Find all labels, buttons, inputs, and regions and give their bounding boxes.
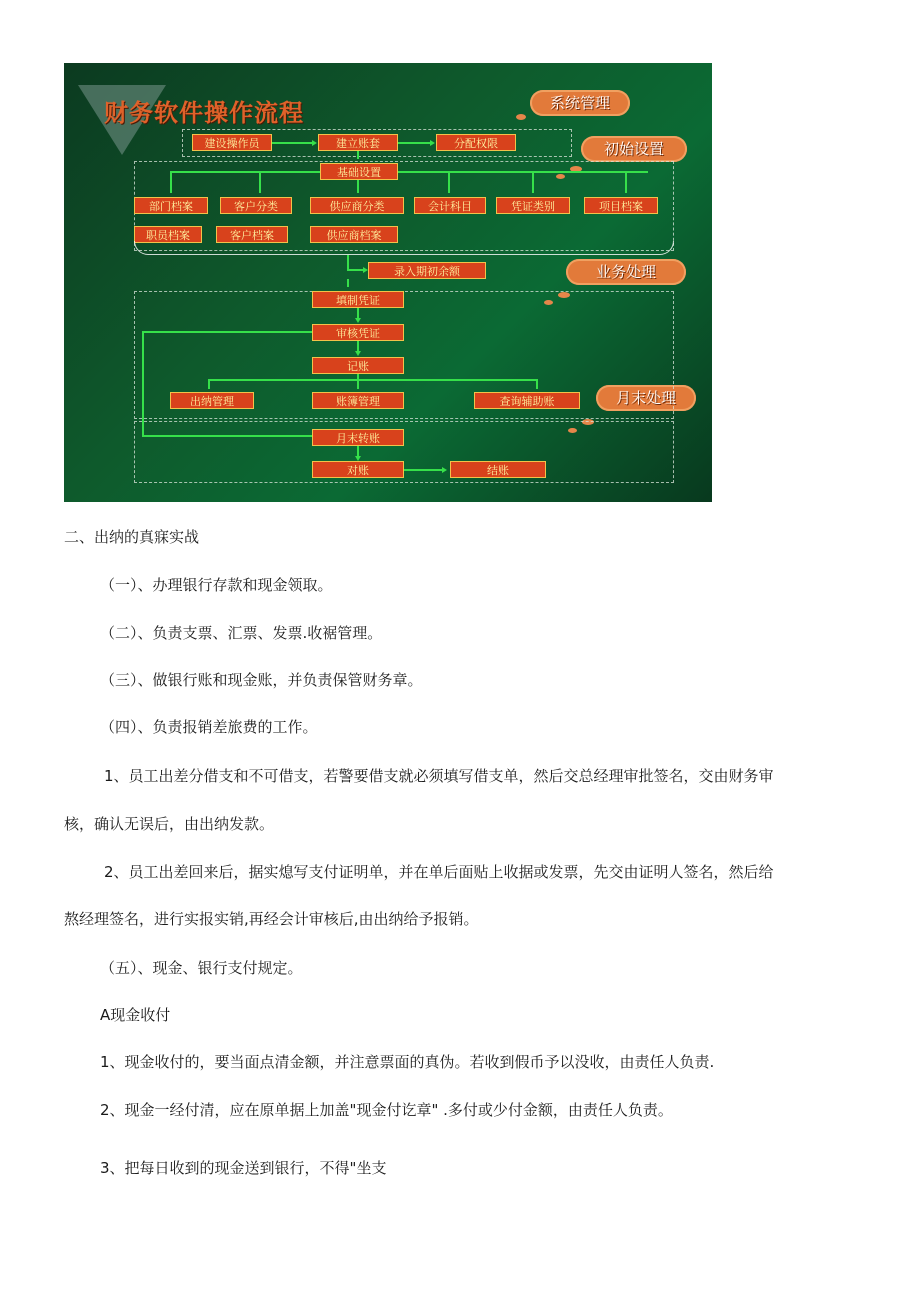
cloud-month-end: 月末处理: [596, 385, 696, 411]
connector-line: [259, 171, 261, 193]
box-ledger-management: 账簿管理: [312, 392, 404, 409]
rule-line: 2、现金一经付清，应在原单据上加盖"现金付讫章" .多付或少付金额，由责任人负责。: [100, 1101, 673, 1119]
box-staff-archive: 职员档案: [134, 226, 202, 243]
arrow-line: [357, 151, 359, 159]
box-create-operator: 建设操作员: [192, 134, 272, 151]
arrow-line: [398, 142, 430, 144]
list-item: （五）、现金、银行支付规定。: [100, 959, 303, 977]
connector-line: [448, 171, 450, 193]
paragraph-line: 熬经理签名，进行实报实销,再经会计审核后,由出纳给予报销。: [64, 910, 479, 928]
arrow-line: [347, 269, 363, 271]
box-supplier-category: 供应商分类: [310, 197, 404, 214]
rule-line: 3、把每日收到的现金送到银行，不得"坐支: [100, 1159, 387, 1177]
box-create-account: 建立账套: [318, 134, 398, 151]
box-supplier-archive: 供应商档案: [310, 226, 398, 243]
box-reconcile: 对账: [312, 461, 404, 478]
connector-line: [532, 171, 534, 193]
paragraph-line: 1、员工出差分借支和不可借支，若警要借支就必须填写借支单，然后交总经理审批签名，交由财务审: [104, 767, 774, 785]
box-customer-category: 客户分类: [220, 197, 292, 214]
arrow-line: [357, 446, 359, 456]
connector-line: [625, 171, 627, 193]
arrow-head: [430, 140, 435, 146]
flowchart-image: [64, 63, 712, 502]
arrow-line: [357, 341, 359, 351]
box-cashier-management: 出纳管理: [170, 392, 254, 409]
list-item: （一）、办理银行存款和现金领取。: [100, 576, 333, 594]
arrow-head: [355, 318, 361, 323]
cloud-puff: [516, 114, 526, 120]
list-item: （二）、负责支票、汇票、发票.收裾管理。: [100, 624, 383, 642]
box-customer-archive: 客户档案: [216, 226, 288, 243]
cloud-business-processing: 业务处理: [566, 259, 686, 285]
cloud-system-management: 系统管理: [530, 90, 630, 116]
box-fill-voucher: 填制凭证: [312, 291, 404, 308]
arrow-line: [272, 142, 312, 144]
connector-line: [536, 379, 538, 389]
connector-line: [208, 379, 210, 389]
brace-line: [134, 241, 674, 255]
connector-line: [208, 379, 538, 381]
arrow-line: [404, 469, 442, 471]
arrow-line: [347, 255, 349, 269]
paragraph-line: 核，确认无误后，由出纳发款。: [64, 815, 275, 833]
box-auxiliary-ledger-query: 查询辅助账: [474, 392, 580, 409]
arrow-head: [355, 351, 361, 356]
arrow-head: [312, 140, 317, 146]
arrow-line: [347, 279, 349, 287]
box-settle: 结账: [450, 461, 546, 478]
rule-line: 1、现金收付的，要当面点清金额，并注意票面的真伪。若收到假币予以没收，由责任人负责.: [100, 1053, 715, 1071]
cloud-initial-setup: 初始设置: [581, 136, 687, 162]
connector-line: [170, 171, 320, 173]
loop-line: [142, 435, 312, 437]
box-department-archive: 部门档案: [134, 197, 208, 214]
arrow-head: [442, 467, 447, 473]
box-post: 记账: [312, 357, 404, 374]
list-item: （四）、负责报销差旅费的工作。: [100, 718, 318, 736]
list-item: （三）、做银行账和现金账，并负责保管财务章。: [100, 671, 423, 689]
connector-line: [170, 171, 172, 193]
arrow-line: [357, 308, 359, 318]
flowchart-title: 财务软件操作流程: [104, 98, 304, 127]
subheading: A现金收付: [100, 1006, 171, 1024]
box-audit-voucher: 审核凭证: [312, 324, 404, 341]
box-project-archive: 项目档案: [584, 197, 658, 214]
connector-line: [398, 171, 648, 173]
connector-line: [357, 180, 359, 193]
loop-line: [142, 331, 144, 437]
box-opening-balance: 录入期初余额: [368, 262, 486, 279]
group-month-end: [134, 421, 674, 483]
box-basic-settings: 基础设置: [320, 163, 398, 180]
box-voucher-types: 凭证类别: [496, 197, 570, 214]
box-assign-permissions: 分配权限: [436, 134, 516, 151]
loop-line: [142, 331, 312, 333]
section-title: 二、出纳的真寐实战: [64, 528, 200, 546]
box-accounting-subjects: 会计科目: [414, 197, 486, 214]
box-month-end-transfer: 月末转账: [312, 429, 404, 446]
connector-line: [357, 379, 359, 389]
paragraph-line: 2、员工出差回来后，据实熄写支付证明单，并在单后面贴上收据或发票，先交由证明人签名，然后给: [104, 863, 774, 881]
